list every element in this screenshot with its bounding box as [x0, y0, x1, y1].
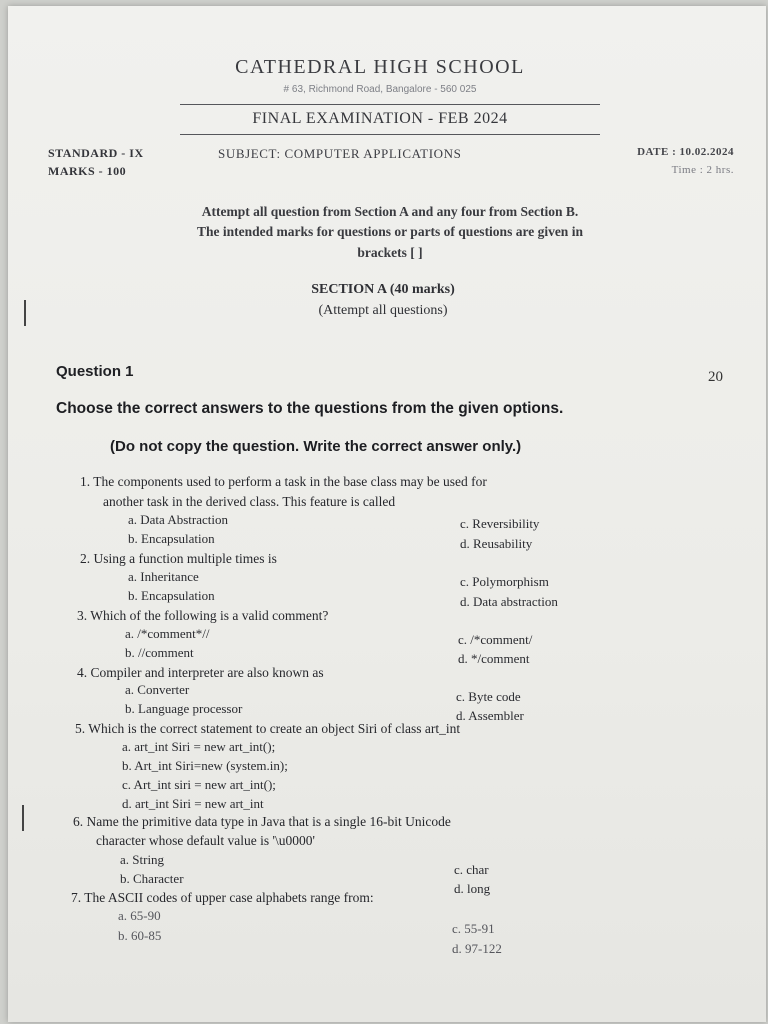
question-text: character whose default value is '\u0000' [96, 833, 315, 848]
question-instruction: Choose the correct answers to the questions from the given options. [56, 400, 564, 417]
option-d: d. long [454, 881, 491, 896]
option-b: b. Art_int Siri=new (system.in); [122, 758, 288, 773]
question-marks: 20 [708, 369, 723, 385]
school-address: # 63, Richmond Road, Bangalore - 560 025 [283, 84, 477, 95]
option-a: a. 65-90 [118, 908, 161, 923]
option-c: c. Art_int siri = new art_int(); [122, 777, 276, 792]
instruction-line-1: Attempt all question from Section A and any four from Section B. [201, 204, 579, 219]
option-b: b. Encapsulation [128, 588, 215, 603]
exam-title: FINAL EXAMINATION - FEB 2024 [252, 110, 508, 127]
option-b: b. Language processor [125, 701, 243, 716]
question-text: 3. Which of the following is a valid comment? [77, 608, 329, 623]
option-b: b. Encapsulation [128, 531, 215, 546]
option-a: a. /*comment*// [125, 626, 210, 641]
option-c: c. Byte code [456, 689, 521, 704]
option-c: c. /*comment/ [458, 632, 533, 647]
option-d: d. */comment [458, 651, 530, 666]
marks-label: MARKS - 100 [48, 164, 127, 178]
option-d: d. 97-122 [452, 941, 502, 956]
option-d: d. Data abstraction [460, 594, 558, 609]
school-name: CATHEDRAL HIGH SCHOOL [235, 56, 525, 78]
option-b: b. //comment [125, 645, 194, 660]
option-d: d. Reusability [460, 536, 533, 551]
section-subtitle: (Attempt all questions) [318, 303, 448, 318]
option-d: d. art_int Siri = new art_int [122, 796, 264, 811]
question-text: 4. Compiler and interpreter are also known as [77, 665, 324, 680]
option-a: a. Converter [125, 682, 190, 697]
section-title: SECTION A (40 marks) [311, 282, 455, 297]
exam-duration: Time : 2 hrs. [671, 164, 734, 176]
question-text: 6. Name the primitive data type in Java that is a single 16-bit Unicode [73, 814, 451, 829]
question-text: 2. Using a function multiple times is [80, 551, 277, 566]
question-text: 5. Which is the correct statement to create an object Siri of class art_int [75, 721, 461, 736]
instruction-line-3: brackets [ ] [357, 245, 423, 260]
question-text: 7. The ASCII codes of upper case alphabets range from: [71, 890, 374, 905]
margin-mark [22, 805, 24, 831]
option-c: c. Reversibility [460, 516, 540, 531]
question-note: (Do not copy the question. Write the correct answer only.) [110, 438, 522, 455]
option-c: c. char [454, 862, 489, 877]
option-a: a. Data Abstraction [128, 512, 228, 527]
option-c: c. Polymorphism [460, 574, 549, 589]
option-a: a. String [120, 852, 165, 867]
option-a: a. Inheritance [128, 569, 199, 584]
standard-label: STANDARD - IX [48, 146, 144, 160]
option-b: b. 60-85 [118, 928, 162, 943]
subject-label: SUBJECT: COMPUTER APPLICATIONS [218, 146, 462, 161]
header-rule-bottom [180, 134, 600, 135]
question-text: 1. The components used to perform a task in the base class may be used for [80, 474, 487, 489]
exam-date: DATE : 10.02.2024 [637, 146, 734, 158]
option-b: b. Character [120, 871, 184, 886]
margin-mark [24, 300, 26, 326]
option-d: d. Assembler [456, 708, 524, 723]
question-text: another task in the derived class. This feature is called [103, 494, 396, 509]
header-rule-top [180, 104, 600, 105]
instruction-line-2: The intended marks for questions or parts of questions are given in [197, 224, 583, 239]
question-label: Question 1 [56, 363, 134, 380]
option-c: c. 55-91 [452, 921, 495, 936]
option-a: a. art_int Siri = new art_int(); [122, 739, 276, 754]
